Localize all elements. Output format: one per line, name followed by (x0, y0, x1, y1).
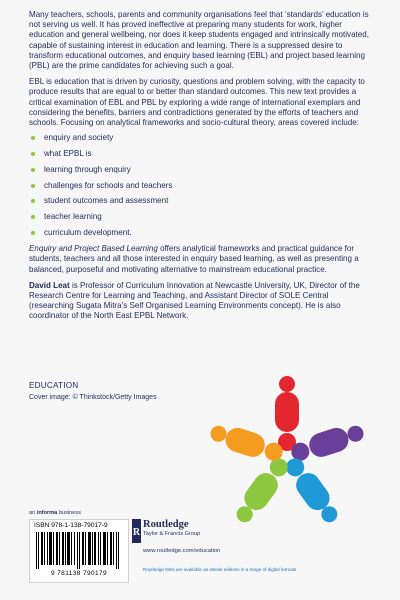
svg-text:R: R (132, 527, 141, 538)
informa-business-label: an informa business (29, 510, 81, 516)
blurb (29, 10, 375, 328)
routledge-r-icon (132, 519, 141, 543)
publisher-url: www.routledge.com/education (143, 548, 221, 554)
list-item: learning through enquiry (29, 165, 375, 175)
subject-category: EDUCATION (29, 381, 79, 390)
logo-green-hand (240, 453, 294, 515)
cover-image-credit: Cover image: © Thinkstock/Getty Images (29, 394, 157, 401)
blurb-paragraph-1: Many teachers, schools, parents and community organisations feel that ‘standards’ education is not serving us well. It has proved ineffective at preparing many students for work, higher education and general wellbeing, nor does it keep students engaged and intrinsically motivated, capable of sustaining interest in education and learning. There is a suppressed desire to transform educational outcomes, and enquiry based learning (EBL) and project based learning (PBL) are the prime candidates for achieving such a goal. (29, 10, 369, 71)
list-item: challenges for schools and teachers (29, 181, 375, 191)
list-item: what EPBL is (29, 149, 375, 159)
list-item: student outcomes and assessment (29, 196, 375, 206)
bullet-icon (31, 168, 35, 172)
bullet-icon (31, 184, 35, 188)
bullet-icon (31, 215, 35, 219)
author-name: David Leat (29, 280, 70, 290)
list-item: enquiry and society (29, 133, 375, 143)
isbn-barcode (29, 519, 129, 583)
list-item: teacher learning (29, 212, 375, 222)
logo-blue-hand (280, 453, 334, 515)
ebook-note: Routledge titles are available as eBook editions in a range of digital formats (143, 567, 297, 572)
bullet-icon (31, 136, 35, 140)
bullet-icon (31, 231, 35, 235)
book-title: Enquiry and Project Based Learning (29, 244, 158, 254)
logo-red-hand (275, 392, 299, 451)
barcode-icon (36, 532, 122, 569)
hands-circle-logo-icon (207, 376, 367, 536)
author-bio: David Leat is Professor of Curriculum Innovation at Newcastle University, UK, Director of the Research Centre for Learning and Teaching, and Assistant Director of SOLE Central (researching Sugata Mitra’s Self Organised Learning Environments concept). He is also coordinator of the North East EPBL Network. (29, 280, 360, 321)
bullet-icon (31, 152, 35, 156)
barcode-digits: 9 781138 790179 (50, 570, 108, 577)
blurb-paragraph-2: EBL is education that is driven by curiosity, questions and problem solving, with the capacity to produce results that are equal to or better than standard outcomes. This new text provides a critical examination of EBL and PBL by exploring a wide range of international exemplars and considering the benefits, barriers and contradictions generated by the efforts of teachers and schools. Focusing on analytical frameworks and socio-cultural theory, areas covered include: (29, 77, 365, 128)
blurb-paragraph-3: Enquiry and Project Based Learning offers analytical frameworks and practical guidance for students, teachers and all those interested in enquiry based learning, as well as presenting a balanced, purposeful and motivating alternative to mainstream educational practice. (29, 244, 359, 274)
bullet-icon (31, 199, 35, 203)
publisher-group: Taylor & Francis Group (143, 531, 201, 537)
publisher-name: Routledge (143, 519, 189, 530)
topics-list (29, 133, 375, 238)
list-item: curriculum development. (29, 228, 375, 238)
isbn-label: ISBN 978-1-138-79017-9 (34, 522, 108, 529)
logo-orange-hand (222, 425, 286, 466)
